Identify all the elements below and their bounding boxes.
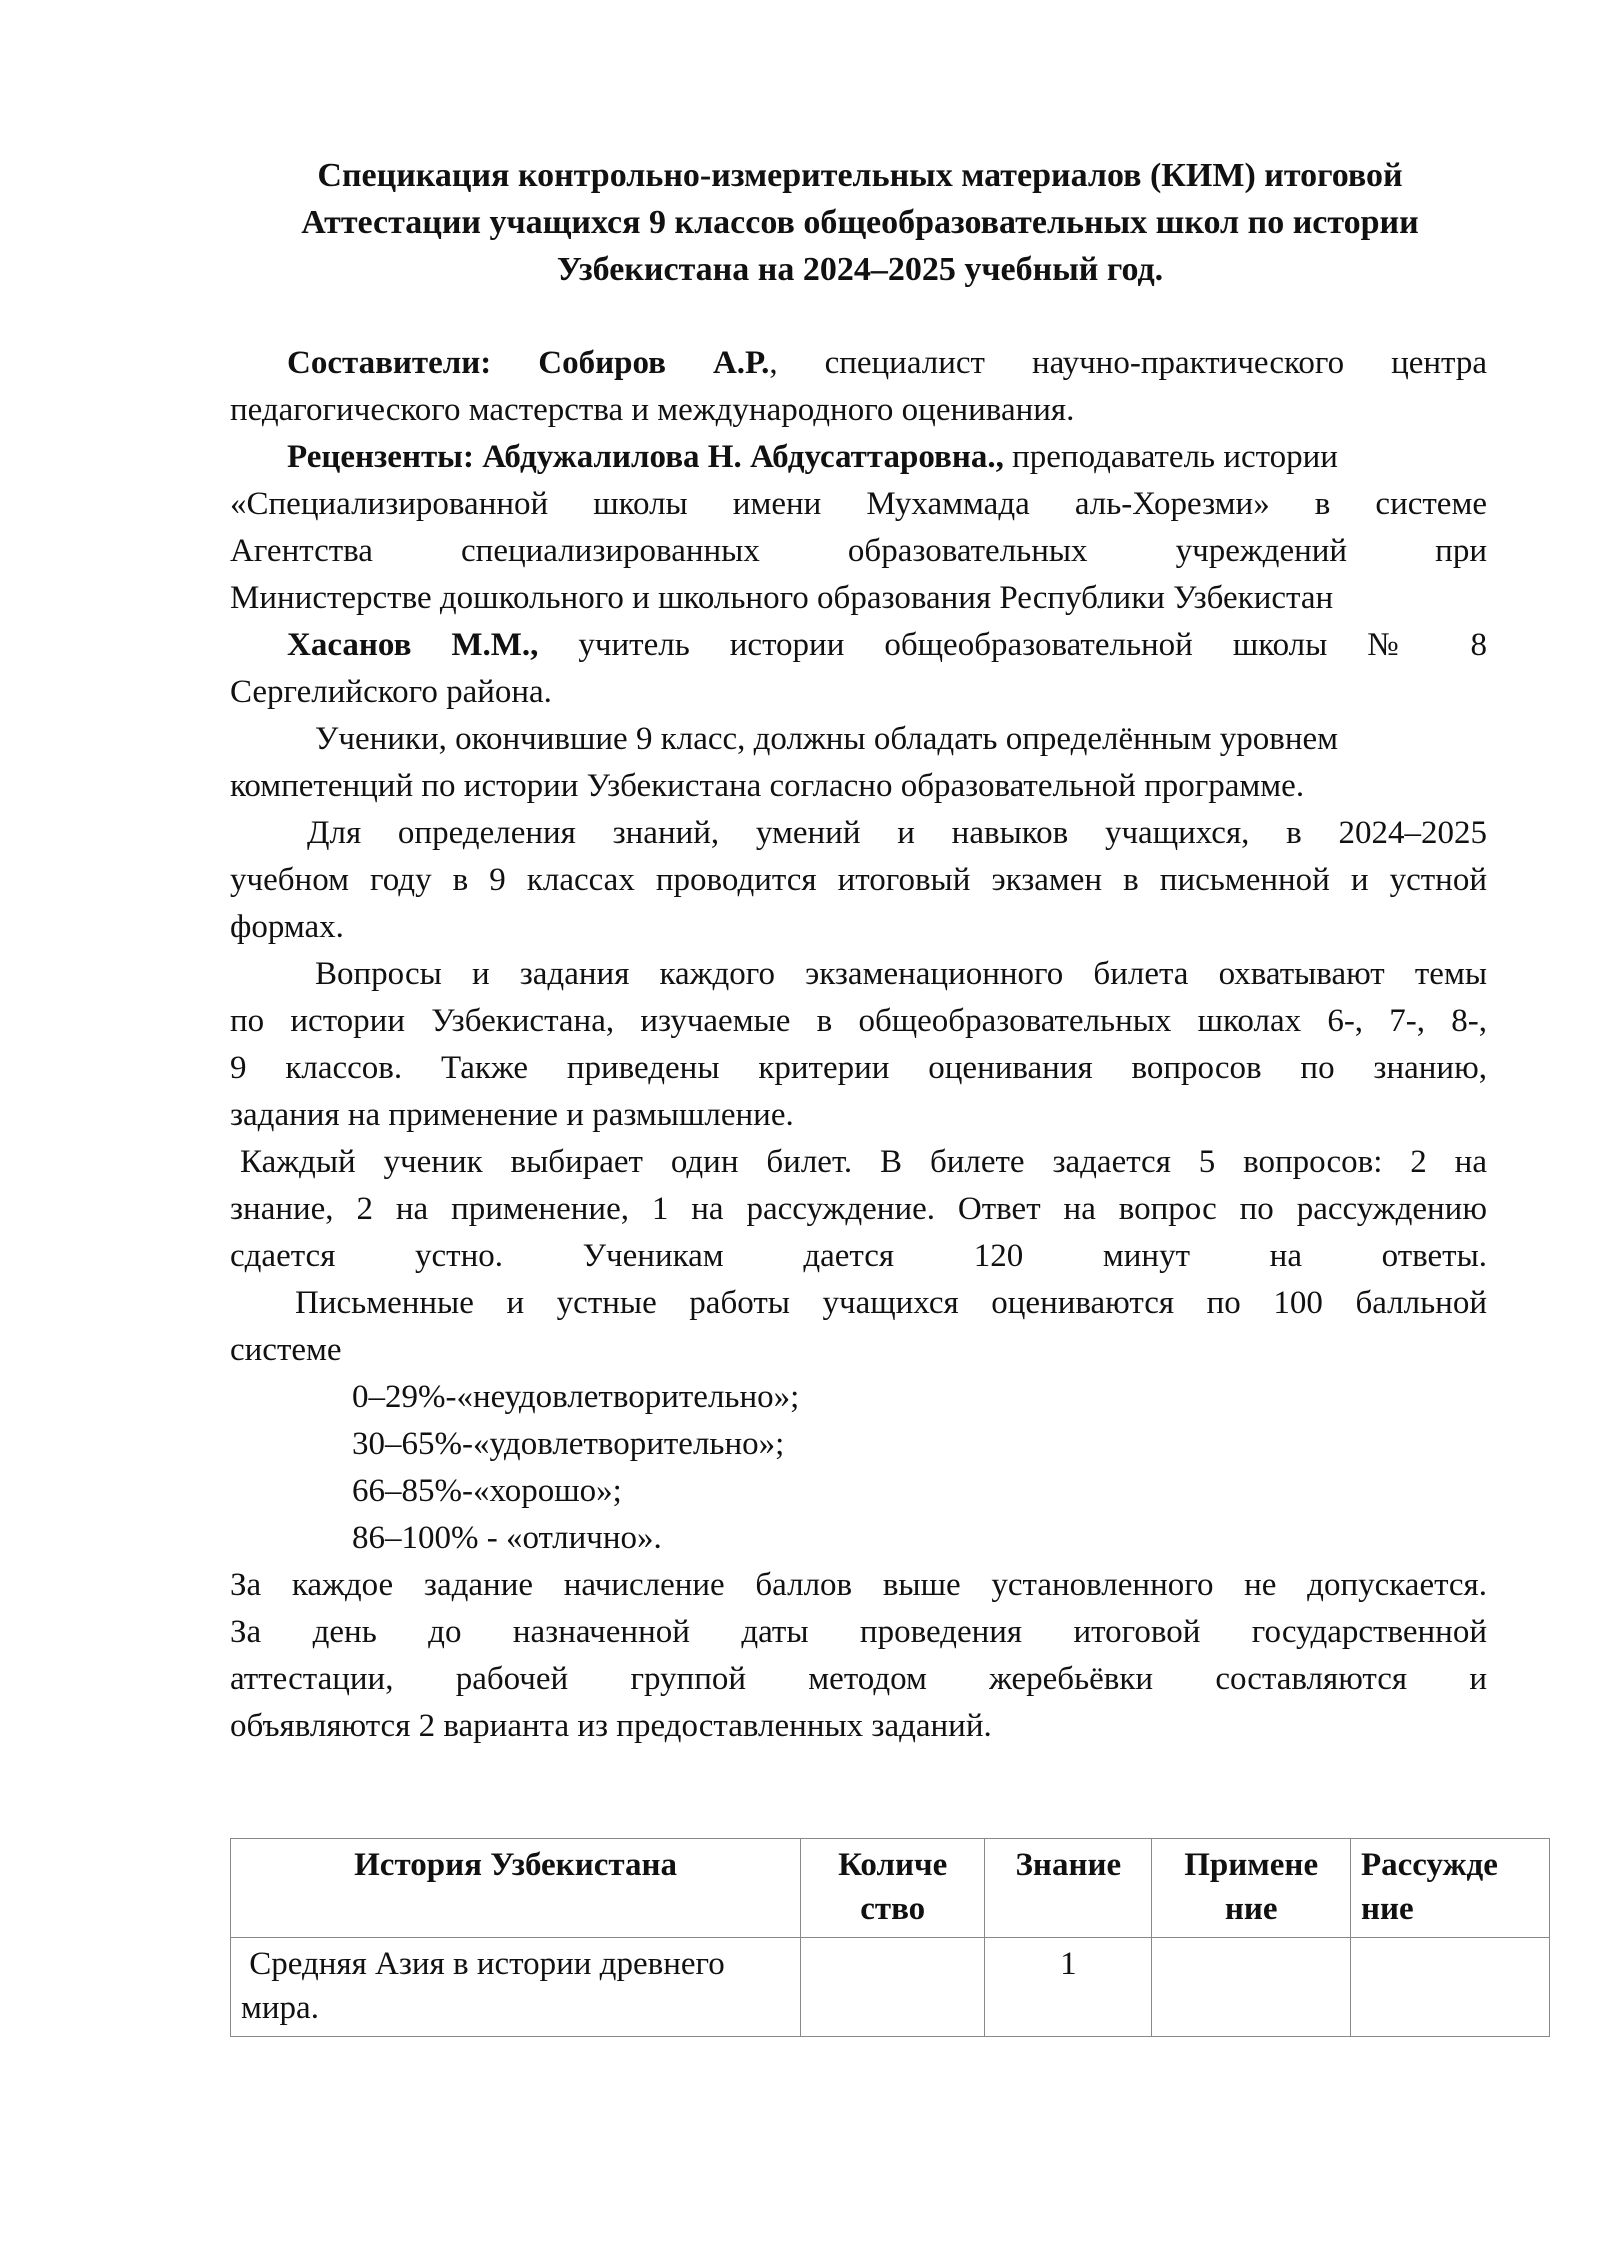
table-header-row: [231, 1839, 1550, 1938]
header-reasoning: [1350, 1839, 1549, 1938]
title-line: Узбекистана на 2024–2025 учебный год.: [556, 251, 1164, 288]
header-application-text: Примене: [1184, 1847, 1319, 1883]
header-reasoning-text: Рассужде: [1360, 1847, 1498, 1883]
paragraph-line: знание, 2 на применение, 1 на рассуждение. Ответ на вопрос по рассуждению: [230, 1191, 1487, 1227]
paragraph-line: Письменные и устные работы учащихся оцениваются по 100 балльной: [295, 1285, 1487, 1321]
author-name: Собиров А.Р.: [538, 345, 770, 381]
reviewers-line: [230, 622, 1487, 669]
paragraph-line: учебном году в 9 классах проводится итоговый экзамен в письменной и устной: [230, 862, 1487, 898]
closing-line: аттестации, рабочей группой методом жеребьёвки составляются и: [230, 1661, 1487, 1697]
reviewers-label: Рецензенты:: [287, 439, 474, 475]
cell-knowledge: 1: [985, 1938, 1152, 2037]
table-row: [231, 1938, 1550, 2037]
grade-item: 30–65%-«удовлетворительно»;: [352, 1426, 785, 1462]
cell-topic-text: мира.: [241, 1990, 319, 2026]
reviewer-desc: преподаватель истории: [1003, 439, 1338, 475]
closing-line: объявляются 2 варианта из предоставленных заданий.: [230, 1708, 992, 1744]
authors-line: педагогического мастерства и международного оценивания.: [230, 392, 1075, 428]
header-reasoning-text: ние: [1360, 1891, 1414, 1927]
grade-item: 86–100% - «отлично».: [352, 1520, 662, 1556]
paragraph-line: Ученики, окончившие 9 класс, должны обладать определённым уровнем: [315, 721, 1339, 757]
cell-reasoning: [1350, 1938, 1549, 2037]
paragraph-line: системе: [230, 1332, 342, 1368]
paragraph-line: Каждый ученик выбирает один билет. В билете задается 5 вопросов: 2 на: [240, 1144, 1487, 1180]
header-knowledge: [985, 1839, 1152, 1938]
header-application-text: ние: [1224, 1891, 1278, 1927]
reviewers-line: Министерстве дошкольного и школьного образования Республики Узбекистан: [230, 580, 1334, 616]
document-body: [230, 340, 1487, 1750]
title-line: Аттестации учащихся 9 классов общеобразовательных школ по истории: [301, 204, 1419, 241]
document-title: [230, 152, 1490, 293]
paragraph-line: 9 классов. Также приведены критерии оценивания вопросов по знанию,: [230, 1050, 1487, 1086]
grade-item: 66–85%-«хорошо»;: [352, 1473, 622, 1509]
header-knowledge-text: Знание: [1015, 1847, 1122, 1883]
header-count: [801, 1839, 985, 1938]
header-count-text: Количе: [838, 1847, 948, 1883]
paragraph-line: Для определения знаний, умений и навыков учащихся, в 2024–2025: [307, 815, 1487, 851]
paragraph-line: компетенций по истории Узбекистана согласно образовательной программе.: [230, 768, 1305, 804]
paragraph-line: по истории Узбекистана, изучаемые в общеобразовательных школах 6-, 7-, 8-,: [230, 1003, 1487, 1039]
paragraph-line: сдается устно. Ученикам дается 120 минут на ответы.: [230, 1238, 1487, 1274]
cell-application: [1152, 1938, 1351, 2037]
closing-line: За день до назначенной даты проведения итоговой государственной: [230, 1614, 1487, 1650]
title-line: Специкация контрольно-измерительных материалов (КИМ) итоговой: [317, 157, 1403, 194]
reviewers-line: Сергелийского района.: [230, 674, 552, 710]
paragraph-line: задания на применение и размышление.: [230, 1097, 794, 1133]
reviewer-name: Хасанов М.М.,: [287, 627, 539, 663]
cell-topic: [231, 1938, 801, 2037]
header-count-text: ство: [860, 1891, 926, 1927]
authors-label: Составители:: [287, 345, 492, 381]
grade-item: 0–29%-«неудовлетворительно»;: [352, 1379, 800, 1415]
spec-table: [230, 1838, 1550, 2037]
paragraph-line: формах.: [230, 909, 344, 945]
closing-line: За каждое задание начисление баллов выше установленного не допускается.: [230, 1567, 1487, 1603]
reviewers-line: Агентства специализированных образовательных учреждений при: [230, 533, 1487, 569]
reviewers-line: [230, 434, 1487, 481]
cell-count: [801, 1938, 985, 2037]
paragraph-line: Вопросы и задания каждого экзаменационного билета охватывают темы: [315, 956, 1487, 992]
reviewer-desc: учитель истории общеобразовательной школы № 8: [538, 627, 1487, 663]
reviewers-line: «Специализированной школы имени Мухаммада аль-Хорезми» в системе: [230, 486, 1487, 522]
author-desc: , специалист научно-практического центра: [769, 345, 1488, 381]
header-application: [1152, 1839, 1351, 1938]
authors-line: [230, 340, 1487, 387]
cell-topic-text: Средняя Азия в истории древнего: [249, 1946, 725, 1982]
header-topic-text: История Узбекистана: [354, 1847, 677, 1883]
reviewer-name: Абдужалилова Н. Абдусаттаровна.,: [482, 439, 1004, 475]
header-topic: [231, 1839, 801, 1938]
